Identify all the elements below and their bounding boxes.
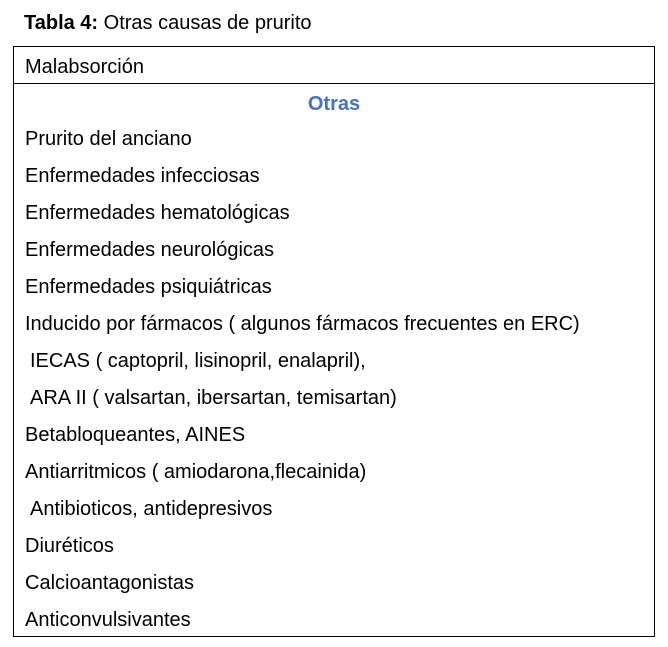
- table-row-malabsorcion: Malabsorción: [14, 47, 654, 84]
- list-item: Calcioantagonistas: [25, 572, 194, 594]
- list-item: Anticonvulsivantes: [25, 609, 191, 631]
- list-item: Prurito del anciano: [25, 128, 192, 150]
- list-item: Enfermedades hematológicas: [25, 202, 290, 224]
- caption-label: Tabla 4:: [24, 12, 99, 34]
- list-item: Betabloqueantes, AINES: [25, 424, 246, 446]
- list-item: Enfermedades infecciosas: [25, 165, 260, 187]
- list-item: Diuréticos: [25, 535, 114, 557]
- section-heading: Otras: [307, 93, 361, 115]
- list-item: Antibioticos, antidepresivos: [30, 498, 273, 520]
- list-item: Antiarritmicos ( amiodarona,flecainida): [25, 461, 367, 483]
- caption-text: Otras causas de prurito: [98, 12, 312, 34]
- table-caption: [24, 9, 312, 37]
- list-item: Enfermedades psiquiátricas: [25, 276, 272, 298]
- list-item: Inducido por fármacos ( algunos fármacos frecuentes en ERC): [25, 313, 580, 335]
- list-item: Enfermedades neurológicas: [25, 239, 275, 261]
- list-item: ARA II ( valsartan, ibersartan, temisartan): [30, 387, 397, 409]
- causes-table: [13, 46, 655, 637]
- list-item: IECAS ( captopril, lisinopril, enalapril),: [30, 350, 366, 372]
